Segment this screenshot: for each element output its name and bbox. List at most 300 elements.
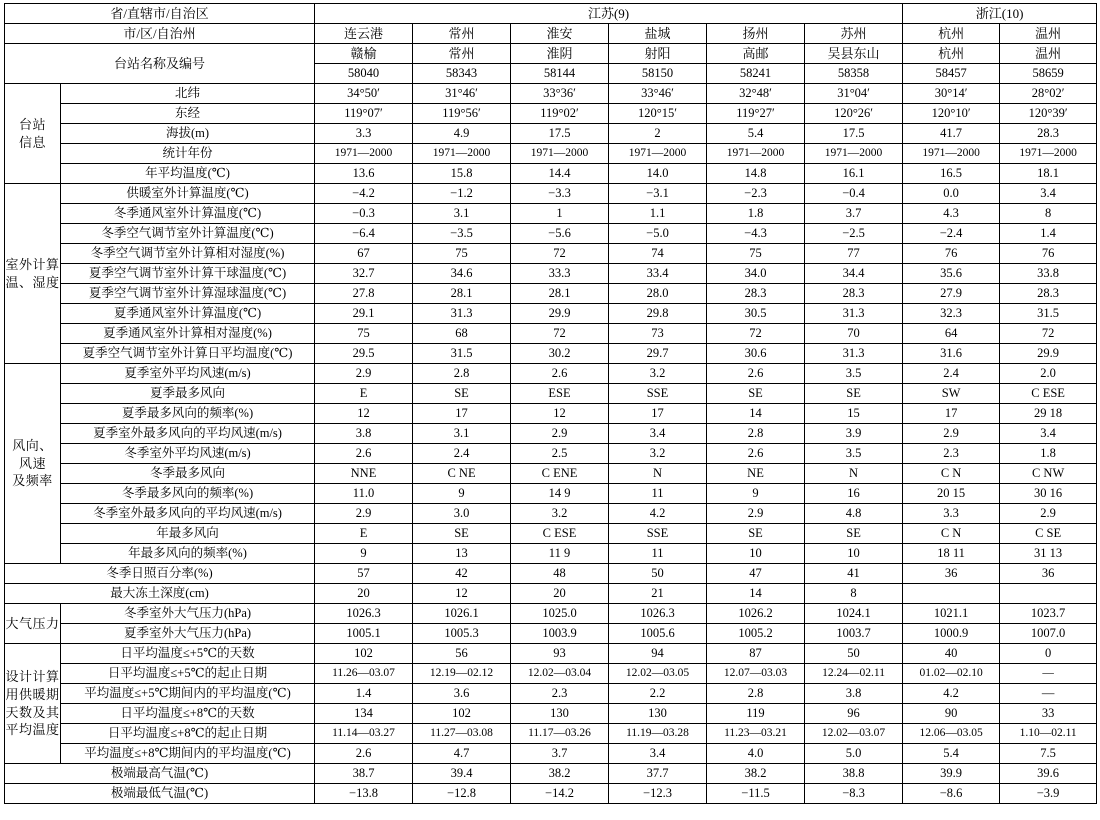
- cell-33-5: 5.0: [805, 744, 903, 764]
- row-label-5: 供暖室外计算温度(℃): [61, 184, 315, 204]
- cell-21-7: 2.9: [1000, 504, 1097, 524]
- cell-1-7: 120°39′: [1000, 104, 1097, 124]
- cell-29-1: 12.19—02.12: [413, 664, 511, 684]
- row-label-11: 夏季通风室外计算温度(℃): [61, 304, 315, 324]
- cell-22-6: C N: [903, 524, 1000, 544]
- row-label-18: 冬季室外平均风速(m/s): [61, 444, 315, 464]
- cell-5-5: −0.4: [805, 184, 903, 204]
- data-row-26: [5, 604, 1097, 624]
- cell-12-3: 73: [609, 324, 707, 344]
- cell-34-5: 38.8: [805, 764, 903, 784]
- code-6: 58457: [903, 64, 1000, 84]
- cell-13-4: 30.6: [707, 344, 805, 364]
- cell-27-0: 1005.1: [315, 624, 413, 644]
- cell-0-1: 31°46′: [413, 84, 511, 104]
- cell-26-0: 1026.3: [315, 604, 413, 624]
- cell-35-1: −12.8: [413, 784, 511, 804]
- station-0: 赣榆: [315, 44, 413, 64]
- data-row-10: [5, 284, 1097, 304]
- row-label-21: 冬季室外最多风向的平均风速(m/s): [61, 504, 315, 524]
- data-row-13: [5, 344, 1097, 364]
- row-label-7: 冬季空气调节室外计算温度(℃): [61, 224, 315, 244]
- cell-3-7: 1971—2000: [1000, 144, 1097, 164]
- code-0: 58040: [315, 64, 413, 84]
- data-row-20: [5, 484, 1097, 504]
- station-row-label: 台站名称及编号: [5, 44, 315, 84]
- cell-1-1: 119°56′: [413, 104, 511, 124]
- cell-9-2: 33.3: [511, 264, 609, 284]
- cell-6-5: 3.7: [805, 204, 903, 224]
- cell-5-4: −2.3: [707, 184, 805, 204]
- cell-31-6: 90: [903, 704, 1000, 724]
- cell-24-4: 47: [707, 564, 805, 584]
- cell-31-4: 119: [707, 704, 805, 724]
- cell-3-5: 1971—2000: [805, 144, 903, 164]
- cell-18-5: 3.5: [805, 444, 903, 464]
- cell-10-7: 28.3: [1000, 284, 1097, 304]
- cell-29-6: 01.02—02.10: [903, 664, 1000, 684]
- cell-26-5: 1024.1: [805, 604, 903, 624]
- cell-2-6: 41.7: [903, 124, 1000, 144]
- row-label-0: 北纬: [61, 84, 315, 104]
- city-6: 杭州: [903, 24, 1000, 44]
- cell-13-3: 29.7: [609, 344, 707, 364]
- cell-1-6: 120°10′: [903, 104, 1000, 124]
- cell-15-0: E: [315, 384, 413, 404]
- row-label-14: 夏季室外平均风速(m/s): [61, 364, 315, 384]
- cell-25-1: 12: [413, 584, 511, 604]
- cell-25-5: 8: [805, 584, 903, 604]
- cell-7-0: −6.4: [315, 224, 413, 244]
- group-outdoor-line2: 温、湿度: [5, 274, 60, 290]
- city-row-label: 市/区/自治州: [5, 24, 315, 44]
- cell-9-1: 34.6: [413, 264, 511, 284]
- cell-7-3: −5.0: [609, 224, 707, 244]
- row-label-22: 年最多风向: [61, 524, 315, 544]
- city-4: 扬州: [707, 24, 805, 44]
- cell-13-7: 29.9: [1000, 344, 1097, 364]
- station-5: 吴县东山: [805, 44, 903, 64]
- cell-13-5: 31.3: [805, 344, 903, 364]
- cell-30-7: —: [1000, 684, 1097, 704]
- cell-1-3: 120°15′: [609, 104, 707, 124]
- cell-16-6: 17: [903, 404, 1000, 424]
- cell-33-2: 3.7: [511, 744, 609, 764]
- cell-12-1: 68: [413, 324, 511, 344]
- group-heating-line1: 设计计算: [5, 669, 60, 685]
- row-label-33: 平均温度≤+8℃期间内的平均温度(℃): [61, 744, 315, 764]
- data-row-18: [5, 444, 1097, 464]
- cell-25-7: [1000, 584, 1097, 604]
- cell-32-4: 11.23—03.21: [707, 724, 805, 744]
- cell-28-3: 94: [609, 644, 707, 664]
- data-row-2: [5, 124, 1097, 144]
- cell-34-4: 38.2: [707, 764, 805, 784]
- cell-13-0: 29.5: [315, 344, 413, 364]
- cell-35-3: −12.3: [609, 784, 707, 804]
- cell-9-7: 33.8: [1000, 264, 1097, 284]
- province-row-label: 省/直辖市/自治区: [5, 4, 315, 24]
- city-1: 常州: [413, 24, 511, 44]
- cell-20-0: 11.0: [315, 484, 413, 504]
- cell-12-0: 75: [315, 324, 413, 344]
- group-heating-line2: 用供暖期: [5, 686, 60, 702]
- cell-31-5: 96: [805, 704, 903, 724]
- data-row-6: [5, 204, 1097, 224]
- station-4: 高邮: [707, 44, 805, 64]
- cell-10-3: 28.0: [609, 284, 707, 304]
- code-3: 58150: [609, 64, 707, 84]
- cell-29-3: 12.02—03.05: [609, 664, 707, 684]
- cell-33-1: 4.7: [413, 744, 511, 764]
- cell-4-1: 15.8: [413, 164, 511, 184]
- group-outdoor-line1: 室外计算: [5, 256, 60, 272]
- cell-26-3: 1026.3: [609, 604, 707, 624]
- row-label-2: 海拔(m): [61, 124, 315, 144]
- city-7: 温州: [1000, 24, 1097, 44]
- city-2: 淮安: [511, 24, 609, 44]
- cell-24-6: 36: [903, 564, 1000, 584]
- cell-16-0: 12: [315, 404, 413, 424]
- cell-10-2: 28.1: [511, 284, 609, 304]
- cell-2-4: 5.4: [707, 124, 805, 144]
- cell-11-3: 29.8: [609, 304, 707, 324]
- cell-33-7: 7.5: [1000, 744, 1097, 764]
- cell-35-4: −11.5: [707, 784, 805, 804]
- group-outdoor-temp-humidity: [5, 184, 61, 364]
- cell-15-5: SE: [805, 384, 903, 404]
- cell-35-7: −3.9: [1000, 784, 1097, 804]
- cell-24-0: 57: [315, 564, 413, 584]
- cell-35-6: −8.6: [903, 784, 1000, 804]
- cell-9-5: 34.4: [805, 264, 903, 284]
- cell-5-3: −3.1: [609, 184, 707, 204]
- cell-21-4: 2.9: [707, 504, 805, 524]
- cell-8-2: 72: [511, 244, 609, 264]
- data-row-8: [5, 244, 1097, 264]
- cell-14-2: 2.6: [511, 364, 609, 384]
- cell-30-6: 4.2: [903, 684, 1000, 704]
- cell-12-4: 72: [707, 324, 805, 344]
- data-row-23: [5, 544, 1097, 564]
- cell-9-6: 35.6: [903, 264, 1000, 284]
- cell-23-1: 13: [413, 544, 511, 564]
- cell-0-2: 33°36′: [511, 84, 609, 104]
- climate-table: [4, 3, 1097, 804]
- cell-19-5: N: [805, 464, 903, 484]
- cell-32-3: 11.19—03.28: [609, 724, 707, 744]
- cell-11-2: 29.9: [511, 304, 609, 324]
- row-label-32: 日平均温度≤+8℃的起止日期: [61, 724, 315, 744]
- row-label-1: 东经: [61, 104, 315, 124]
- row-label-25: 最大冻土深度(cm): [5, 584, 315, 604]
- cell-6-1: 3.1: [413, 204, 511, 224]
- cell-18-6: 2.3: [903, 444, 1000, 464]
- cell-25-6: [903, 584, 1000, 604]
- cell-16-4: 14: [707, 404, 805, 424]
- cell-34-3: 37.7: [609, 764, 707, 784]
- cell-32-5: 12.02—03.07: [805, 724, 903, 744]
- cell-23-6: 18 11: [903, 544, 1000, 564]
- cell-2-5: 17.5: [805, 124, 903, 144]
- cell-17-2: 2.9: [511, 424, 609, 444]
- data-row-11: [5, 304, 1097, 324]
- cell-21-1: 3.0: [413, 504, 511, 524]
- cell-1-5: 120°26′: [805, 104, 903, 124]
- cell-26-7: 1023.7: [1000, 604, 1097, 624]
- data-row-1: [5, 104, 1097, 124]
- cell-16-5: 15: [805, 404, 903, 424]
- cell-13-6: 31.6: [903, 344, 1000, 364]
- cell-28-2: 93: [511, 644, 609, 664]
- cell-14-4: 2.6: [707, 364, 805, 384]
- cell-31-1: 102: [413, 704, 511, 724]
- row-label-20: 冬季最多风向的频率(%): [61, 484, 315, 504]
- cell-34-1: 39.4: [413, 764, 511, 784]
- code-2: 58144: [511, 64, 609, 84]
- cell-19-4: NE: [707, 464, 805, 484]
- cell-28-7: 0: [1000, 644, 1097, 664]
- cell-18-0: 2.6: [315, 444, 413, 464]
- data-row-28: [5, 644, 1097, 664]
- cell-4-4: 14.8: [707, 164, 805, 184]
- row-label-17: 夏季室外最多风向的平均风速(m/s): [61, 424, 315, 444]
- cell-25-3: 21: [609, 584, 707, 604]
- cell-12-6: 64: [903, 324, 1000, 344]
- cell-21-5: 4.8: [805, 504, 903, 524]
- cell-22-7: C SE: [1000, 524, 1097, 544]
- cell-3-6: 1971—2000: [903, 144, 1000, 164]
- data-row-24: [5, 564, 1097, 584]
- cell-14-1: 2.8: [413, 364, 511, 384]
- cell-25-0: 20: [315, 584, 413, 604]
- row-label-35: 极端最低气温(℃): [5, 784, 315, 804]
- cell-14-5: 3.5: [805, 364, 903, 384]
- cell-13-1: 31.5: [413, 344, 511, 364]
- city-3: 盐城: [609, 24, 707, 44]
- row-label-9: 夏季空气调节室外计算干球温度(℃): [61, 264, 315, 284]
- cell-8-7: 76: [1000, 244, 1097, 264]
- cell-6-0: −0.3: [315, 204, 413, 224]
- cell-3-2: 1971—2000: [511, 144, 609, 164]
- row-label-13: 夏季空气调节室外计算日平均温度(℃): [61, 344, 315, 364]
- cell-0-3: 33°46′: [609, 84, 707, 104]
- cell-7-4: −4.3: [707, 224, 805, 244]
- cell-15-3: SSE: [609, 384, 707, 404]
- data-row-19: [5, 464, 1097, 484]
- cell-10-6: 27.9: [903, 284, 1000, 304]
- cell-22-0: E: [315, 524, 413, 544]
- cell-12-7: 72: [1000, 324, 1097, 344]
- cell-3-3: 1971—2000: [609, 144, 707, 164]
- group-station-info-line2: 信息: [18, 134, 46, 150]
- cell-21-6: 3.3: [903, 504, 1000, 524]
- cell-1-0: 119°07′: [315, 104, 413, 124]
- cell-3-1: 1971—2000: [413, 144, 511, 164]
- cell-17-7: 3.4: [1000, 424, 1097, 444]
- city-0: 连云港: [315, 24, 413, 44]
- data-row-25: [5, 584, 1097, 604]
- cell-0-0: 34°50′: [315, 84, 413, 104]
- row-label-3: 统计年份: [61, 144, 315, 164]
- cell-8-4: 75: [707, 244, 805, 264]
- cell-31-0: 134: [315, 704, 413, 724]
- header-row-station: [5, 44, 1097, 64]
- cell-26-4: 1026.2: [707, 604, 805, 624]
- cell-20-6: 20 15: [903, 484, 1000, 504]
- cell-4-5: 16.1: [805, 164, 903, 184]
- cell-30-3: 2.2: [609, 684, 707, 704]
- row-label-31: 日平均温度≤+8℃的天数: [61, 704, 315, 724]
- province-jiangsu: 江苏(9): [315, 4, 903, 24]
- cell-29-0: 11.26—03.07: [315, 664, 413, 684]
- cell-34-2: 38.2: [511, 764, 609, 784]
- cell-6-4: 1.8: [707, 204, 805, 224]
- cell-9-3: 33.4: [609, 264, 707, 284]
- group-atmospheric-pressure: 大气压力: [5, 604, 61, 644]
- cell-31-2: 130: [511, 704, 609, 724]
- row-label-19: 冬季最多风向: [61, 464, 315, 484]
- cell-8-0: 67: [315, 244, 413, 264]
- row-label-6: 冬季通风室外计算温度(℃): [61, 204, 315, 224]
- cell-27-2: 1003.9: [511, 624, 609, 644]
- cell-11-4: 30.5: [707, 304, 805, 324]
- data-row-30: [5, 684, 1097, 704]
- group-heating-line4: 平均温度: [5, 722, 60, 738]
- cell-34-0: 38.7: [315, 764, 413, 784]
- row-label-10: 夏季空气调节室外计算湿球温度(℃): [61, 284, 315, 304]
- cell-17-4: 2.8: [707, 424, 805, 444]
- cell-31-7: 33: [1000, 704, 1097, 724]
- row-label-34: 极端最高气温(℃): [5, 764, 315, 784]
- cell-23-2: 11 9: [511, 544, 609, 564]
- cell-7-2: −5.6: [511, 224, 609, 244]
- cell-27-3: 1005.6: [609, 624, 707, 644]
- cell-18-1: 2.4: [413, 444, 511, 464]
- cell-29-7: —: [1000, 664, 1097, 684]
- cell-20-1: 9: [413, 484, 511, 504]
- cell-26-2: 1025.0: [511, 604, 609, 624]
- cell-16-3: 17: [609, 404, 707, 424]
- cell-18-4: 2.6: [707, 444, 805, 464]
- cell-3-4: 1971—2000: [707, 144, 805, 164]
- cell-9-4: 34.0: [707, 264, 805, 284]
- cell-24-1: 42: [413, 564, 511, 584]
- cell-21-2: 3.2: [511, 504, 609, 524]
- cell-23-5: 10: [805, 544, 903, 564]
- cell-9-0: 32.7: [315, 264, 413, 284]
- cell-19-6: C N: [903, 464, 1000, 484]
- row-label-4: 年平均温度(℃): [61, 164, 315, 184]
- cell-16-7: 29 18: [1000, 404, 1097, 424]
- cell-21-0: 2.9: [315, 504, 413, 524]
- cell-24-7: 36: [1000, 564, 1097, 584]
- data-row-32: [5, 724, 1097, 744]
- cell-27-7: 1007.0: [1000, 624, 1097, 644]
- cell-6-6: 4.3: [903, 204, 1000, 224]
- cell-19-7: C NW: [1000, 464, 1097, 484]
- data-row-0: [5, 84, 1097, 104]
- station-7: 温州: [1000, 44, 1097, 64]
- cell-11-7: 31.5: [1000, 304, 1097, 324]
- group-station-info-line1: 台站: [18, 116, 46, 132]
- cell-7-1: −3.5: [413, 224, 511, 244]
- data-row-15: [5, 384, 1097, 404]
- cell-6-7: 8: [1000, 204, 1097, 224]
- data-row-34: [5, 764, 1097, 784]
- cell-14-6: 2.4: [903, 364, 1000, 384]
- cell-25-4: 14: [707, 584, 805, 604]
- row-label-29: 日平均温度≤+5℃的起止日期: [61, 664, 315, 684]
- cell-28-4: 87: [707, 644, 805, 664]
- code-5: 58358: [805, 64, 903, 84]
- group-wind: [5, 364, 61, 564]
- cell-20-2: 14 9: [511, 484, 609, 504]
- cell-17-6: 2.9: [903, 424, 1000, 444]
- cell-28-1: 56: [413, 644, 511, 664]
- data-row-16: [5, 404, 1097, 424]
- cell-0-5: 31°04′: [805, 84, 903, 104]
- station-6: 杭州: [903, 44, 1000, 64]
- row-label-12: 夏季通风室外计算相对湿度(%): [61, 324, 315, 344]
- group-station-info: [5, 84, 61, 184]
- group-wind-line2: 风速: [18, 455, 46, 471]
- cell-17-3: 3.4: [609, 424, 707, 444]
- cell-20-7: 30 16: [1000, 484, 1097, 504]
- cell-33-3: 3.4: [609, 744, 707, 764]
- province-zhejiang: 浙江(10): [903, 4, 1097, 24]
- cell-27-1: 1005.3: [413, 624, 511, 644]
- cell-10-4: 28.3: [707, 284, 805, 304]
- row-label-26: 冬季室外大气压力(hPa): [61, 604, 315, 624]
- cell-13-2: 30.2: [511, 344, 609, 364]
- cell-32-7: 1.10—02.11: [1000, 724, 1097, 744]
- cell-15-4: SE: [707, 384, 805, 404]
- cell-30-1: 3.6: [413, 684, 511, 704]
- row-label-27: 夏季室外大气压力(hPa): [61, 624, 315, 644]
- cell-19-2: C ENE: [511, 464, 609, 484]
- data-row-5: [5, 184, 1097, 204]
- cell-8-3: 74: [609, 244, 707, 264]
- cell-7-6: −2.4: [903, 224, 1000, 244]
- data-row-7: [5, 224, 1097, 244]
- cell-17-0: 3.8: [315, 424, 413, 444]
- cell-6-2: 1: [511, 204, 609, 224]
- cell-2-7: 28.3: [1000, 124, 1097, 144]
- cell-11-6: 32.3: [903, 304, 1000, 324]
- station-2: 淮阴: [511, 44, 609, 64]
- cell-18-7: 1.8: [1000, 444, 1097, 464]
- cell-4-2: 14.4: [511, 164, 609, 184]
- cell-29-4: 12.07—03.03: [707, 664, 805, 684]
- row-label-16: 夏季最多风向的频率(%): [61, 404, 315, 424]
- cell-24-5: 41: [805, 564, 903, 584]
- cell-28-5: 50: [805, 644, 903, 664]
- code-4: 58241: [707, 64, 805, 84]
- cell-8-1: 75: [413, 244, 511, 264]
- cell-16-1: 17: [413, 404, 511, 424]
- cell-21-3: 4.2: [609, 504, 707, 524]
- cell-1-4: 119°27′: [707, 104, 805, 124]
- cell-28-6: 40: [903, 644, 1000, 664]
- cell-5-0: −4.2: [315, 184, 413, 204]
- data-row-21: [5, 504, 1097, 524]
- row-label-24: 冬季日照百分率(%): [5, 564, 315, 584]
- cell-10-5: 28.3: [805, 284, 903, 304]
- cell-26-6: 1021.1: [903, 604, 1000, 624]
- cell-32-0: 11.14—03.27: [315, 724, 413, 744]
- data-row-22: [5, 524, 1097, 544]
